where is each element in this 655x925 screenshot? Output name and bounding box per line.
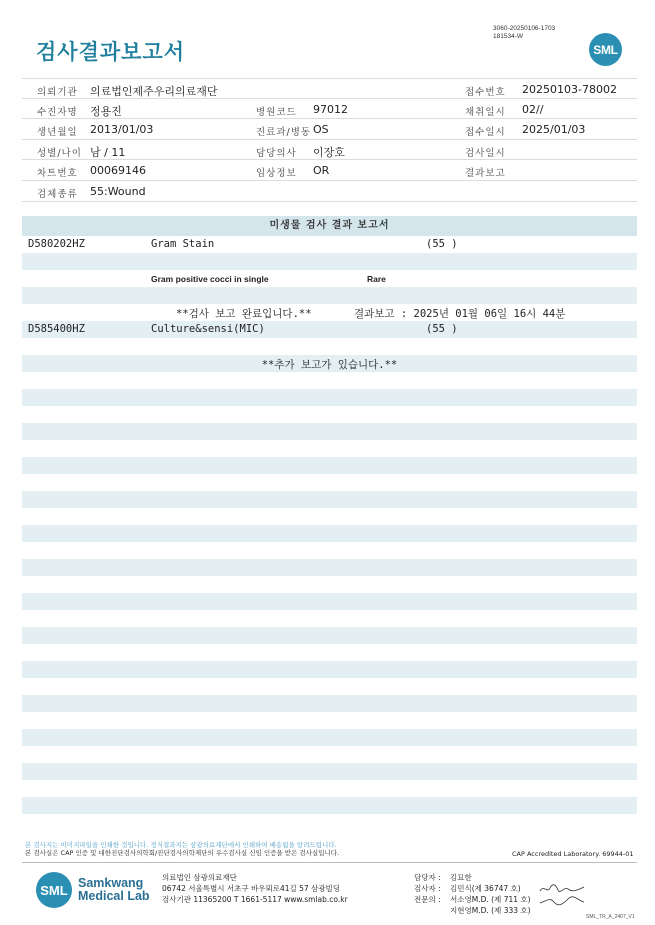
info-value: 55:Wound: [90, 184, 146, 198]
lab-name-line-2: Medical Lab: [78, 889, 150, 903]
report-complete-message: **검사 보고 완료입니다.**: [176, 308, 312, 320]
footer-logo: [36, 872, 150, 908]
test-code: D585400HZ: [28, 323, 85, 335]
result-row: [22, 440, 637, 457]
info-value: 남 / 11: [90, 145, 126, 159]
staff-role: 검사자 :: [414, 884, 441, 893]
info-label: 성별/나이: [37, 147, 82, 159]
lab-name: [78, 877, 150, 903]
document-id: [493, 25, 555, 41]
result-row: [22, 287, 637, 304]
info-value: 2013/01/03: [90, 123, 154, 137]
info-value: 의료법인제주우리의료재단: [90, 85, 218, 98]
lab-name-line-1: Samkwang: [78, 876, 144, 890]
result-row: [22, 321, 637, 338]
test-name: Gram Stain: [151, 238, 215, 250]
footnote: [25, 841, 339, 857]
footer-divider: [22, 862, 637, 863]
result-row: [22, 814, 637, 831]
info-value: OR: [313, 164, 330, 178]
info-label: 진료과/병동: [256, 127, 312, 139]
staff-name: 김묘한: [450, 873, 472, 882]
staff-name: 김민식(제 36747 호): [450, 884, 521, 893]
info-label: 의뢰기관: [37, 87, 78, 98]
info-label: 수진자명: [37, 106, 78, 118]
result-row: [22, 406, 637, 423]
result-row: [22, 236, 637, 253]
lab-address: [162, 872, 348, 905]
result-row: [22, 423, 637, 440]
form-code: SML_TR_A_2407_V1: [586, 914, 635, 920]
result-row: [22, 576, 637, 593]
info-label: 담당의사: [256, 147, 297, 159]
result-table: [22, 216, 637, 831]
info-row: [22, 140, 637, 161]
lab-address-line-1: 의료법인 삼광의료재단: [162, 873, 237, 882]
info-label: 결과보고: [465, 168, 506, 180]
footnote-image-notice: 본 검사지는 이미지파일을 인쇄한 것입니다. 정식결과지는 삼광의료재단에서 인쇄하여 배송됨을 알려드립니다.: [25, 841, 337, 849]
result-row: [22, 797, 637, 814]
result-row: [22, 678, 637, 695]
info-label: 병원코드: [256, 106, 297, 118]
sml-logo-icon: SML: [36, 872, 72, 908]
result-row: [22, 542, 637, 559]
info-row: [22, 160, 637, 181]
info-value: 20250103-78002: [522, 83, 617, 96]
result-row: [22, 729, 637, 746]
test-code: D580202HZ: [28, 238, 85, 250]
result-row: [22, 627, 637, 644]
specimen-code: (55 ): [426, 238, 458, 250]
document-id-line-1: 3060-20250106-1703: [493, 25, 556, 32]
info-row: [22, 78, 637, 99]
result-row: [22, 304, 637, 321]
patient-info-table: [22, 78, 637, 202]
result-row: [22, 780, 637, 797]
info-row: [22, 181, 637, 202]
info-label: 임상정보: [256, 168, 297, 180]
result-row: [22, 763, 637, 780]
result-row: [22, 372, 637, 389]
result-row: [22, 491, 637, 508]
result-row: [22, 559, 637, 576]
result-row: [22, 661, 637, 678]
result-row: [22, 644, 637, 661]
info-value: 이장호: [313, 145, 345, 159]
result-row: [22, 695, 637, 712]
cap-accreditation: CAP Accredited Laboratory. 69944-01: [512, 850, 634, 858]
report-datetime: 결과보고 : 2025년 01월 06일 16시 44분: [354, 308, 566, 320]
info-label: 접수일시: [465, 127, 506, 139]
result-row: [22, 593, 637, 610]
info-row: [22, 99, 637, 120]
additional-report-message: **추가 보고가 있습니다.**: [261, 359, 398, 371]
staff-name: 지현영M.D. (제 333 호): [450, 906, 531, 915]
result-row: [22, 338, 637, 355]
info-label: 접수번호: [465, 87, 506, 98]
specimen-code: (55 ): [426, 323, 458, 335]
lab-address-line-2: 06742 서울특별시 서초구 바우뫼로41길 57 삼광빌딩: [162, 884, 341, 893]
info-label: 채취일시: [465, 106, 506, 118]
info-value: OS: [313, 123, 329, 137]
result-row: [22, 457, 637, 474]
info-label: 생년월일: [37, 127, 78, 139]
result-text: Gram positive cocci in single: [151, 274, 269, 284]
sml-logo-icon: SML: [589, 33, 622, 66]
document-id-line-2: 181534-W: [493, 33, 523, 40]
result-row: [22, 746, 637, 763]
staff-role: 담당자 :: [414, 873, 441, 882]
result-row: [22, 270, 637, 287]
info-label: 검체종류: [37, 188, 78, 200]
info-value: 2025/01/03: [522, 123, 586, 137]
page-title: 검사결과보고서: [36, 40, 186, 64]
result-row: [22, 474, 637, 491]
info-row: [22, 119, 637, 140]
result-row: [22, 712, 637, 729]
staff-role: 전문의 :: [414, 895, 441, 904]
footnote-certification: 본 검사실은 CAP 인증 및 대한진단검사의학회/진단검사의학재단의 우수검사실 신임 인증을 받은 검사실입니다.: [25, 849, 340, 857]
result-row: [22, 525, 637, 542]
info-value: 97012: [313, 102, 348, 116]
info-label: 차트번호: [37, 168, 78, 180]
result-table-heading: 미생물 검사 결과 보고서: [22, 216, 637, 236]
result-row: [22, 253, 637, 270]
test-name: Culture&sensi(MIC): [151, 323, 265, 335]
result-row: [22, 610, 637, 627]
staff-name: 서소영M.D. (제 711 호): [450, 895, 531, 904]
result-row: [22, 355, 637, 372]
info-value: 정용진: [90, 104, 122, 118]
info-value: 02//: [522, 102, 544, 116]
result-row: [22, 389, 637, 406]
result-row: [22, 508, 637, 525]
lab-address-line-3: 검사기관 11365200 T 1661-5117 www.smlab.co.kr: [162, 895, 348, 904]
signature-icon: [538, 893, 586, 907]
result-quantity: Rare: [367, 274, 386, 284]
info-label: 검사일시: [465, 147, 506, 159]
info-value: 00069146: [90, 164, 146, 178]
